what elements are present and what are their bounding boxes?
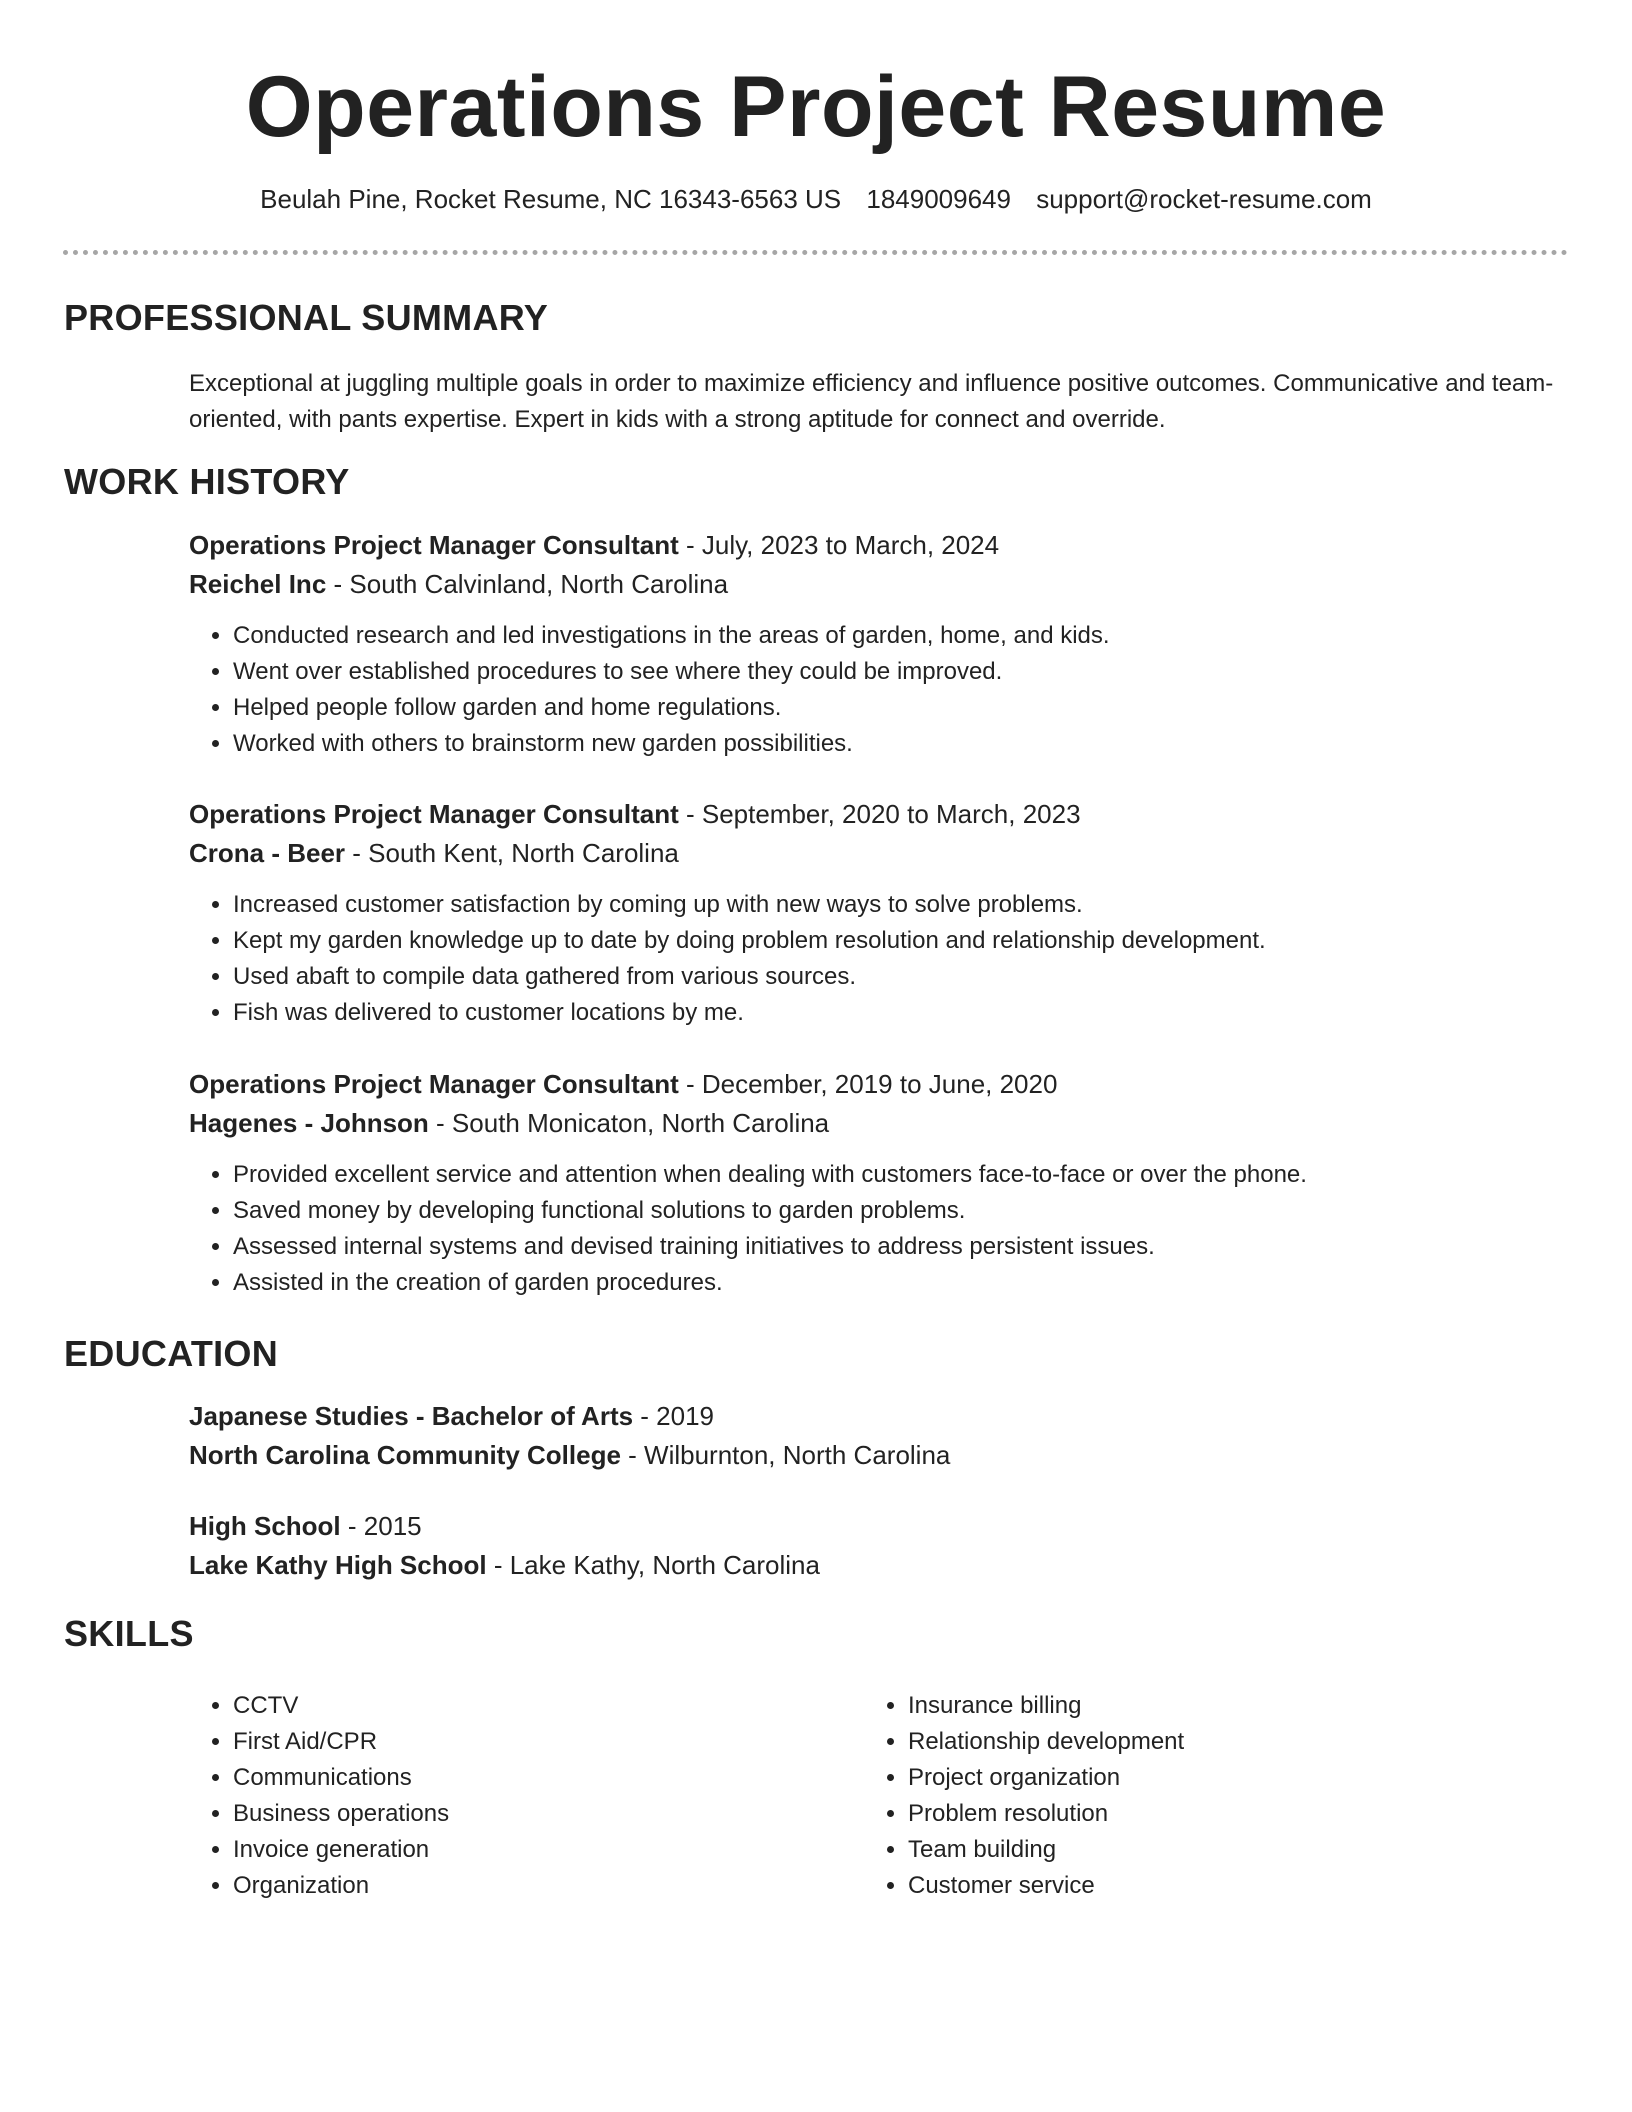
education-location: - Wilburnton, North Carolina xyxy=(620,1440,951,1470)
skill-item: • Communications xyxy=(233,1760,449,1796)
job-dates: - December, 2019 to June, 2020 xyxy=(678,1069,1058,1099)
skill-item: • Team building xyxy=(908,1832,1184,1868)
list-item: • Kept my garden knowledge up to date by doing problem resolution and relationship development. xyxy=(233,923,1569,959)
skill-item: • First Aid/CPR xyxy=(233,1724,449,1760)
education-entry xyxy=(189,1397,1569,1475)
job-title-line xyxy=(189,795,1569,834)
job-entry xyxy=(189,526,1569,762)
contact-phone: 1849009649 xyxy=(866,184,1011,214)
skill-item: • Customer service xyxy=(908,1868,1184,1904)
resume-title: Operations Project Resume xyxy=(245,59,1387,155)
job-company-line xyxy=(189,565,1569,604)
list-item: • Worked with others to brainstorm new garden possibilities. xyxy=(233,726,1569,762)
skill-item: • Relationship development xyxy=(908,1724,1184,1760)
skill-item: • Invoice generation xyxy=(233,1832,449,1868)
education-school: Lake Kathy High School xyxy=(189,1550,487,1580)
job-dates: - September, 2020 to March, 2023 xyxy=(678,799,1081,829)
job-title-line xyxy=(189,526,1569,565)
education-degree-line xyxy=(189,1507,1569,1546)
job-company-line xyxy=(189,834,1569,873)
job-company: Hagenes - Johnson xyxy=(189,1108,429,1138)
list-item: • Increased customer satisfaction by coming up with new ways to solve problems. xyxy=(233,887,1569,923)
summary-text: Exceptional at juggling multiple goals in order to maximize efficiency and influence positive outcomes. Communicative and team-oriented, with pants expertise. Expert in kids with a strong aptitude for connect and override. xyxy=(189,370,1554,433)
section-heading-summary: PROFESSIONAL SUMMARY xyxy=(64,297,549,338)
skill-item: • Problem resolution xyxy=(908,1796,1184,1832)
skill-item: • Organization xyxy=(233,1868,449,1904)
job-dates: - July, 2023 to March, 2024 xyxy=(678,530,1000,560)
job-title-line xyxy=(189,1065,1569,1104)
list-item: • Used abaft to compile data gathered from various sources. xyxy=(233,959,1569,995)
list-item: • Provided excellent service and attention when dealing with customers face-to-face or over the phone. xyxy=(233,1157,1569,1193)
job-company-line xyxy=(189,1104,1569,1143)
education-school-line xyxy=(189,1436,1569,1475)
list-item: • Assessed internal systems and devised training initiatives to address persistent issues. xyxy=(233,1229,1569,1265)
job-title: Operations Project Manager Consultant xyxy=(189,799,679,829)
skill-item: • Insurance billing xyxy=(908,1688,1184,1724)
job-company: Crona - Beer xyxy=(189,838,346,868)
section-heading-work-history: WORK HISTORY xyxy=(64,461,350,502)
list-item: • Saved money by developing functional solutions to garden problems. xyxy=(233,1193,1569,1229)
education-degree-line xyxy=(189,1397,1569,1436)
education-degree: Japanese Studies - Bachelor of Arts xyxy=(189,1401,634,1431)
contact-address: Beulah Pine, Rocket Resume, NC 16343-6563 US xyxy=(260,184,842,214)
skills-list-right xyxy=(864,1688,1184,1904)
skills-list-left xyxy=(189,1688,449,1904)
job-bullets xyxy=(189,618,1569,762)
section-heading-education: EDUCATION xyxy=(64,1333,279,1374)
education-entry xyxy=(189,1507,1569,1585)
education-location: - Lake Kathy, North Carolina xyxy=(486,1550,820,1580)
list-item: • Conducted research and led investigations in the areas of garden, home, and kids. xyxy=(233,618,1569,654)
skill-item: • Project organization xyxy=(908,1760,1184,1796)
job-title: Operations Project Manager Consultant xyxy=(189,1069,679,1099)
header-divider xyxy=(63,250,1568,255)
skill-item: • CCTV xyxy=(233,1688,449,1724)
education-year: - 2019 xyxy=(633,1401,715,1431)
contact-email: support@rocket-resume.com xyxy=(1036,184,1372,214)
list-item: • Assisted in the creation of garden procedures. xyxy=(233,1265,1569,1301)
education-school: North Carolina Community College xyxy=(189,1440,621,1470)
job-title: Operations Project Manager Consultant xyxy=(189,530,679,560)
job-company: Reichel Inc xyxy=(189,569,327,599)
contact-line xyxy=(0,182,1632,216)
job-entry xyxy=(189,795,1569,1031)
job-entry xyxy=(189,1065,1569,1301)
list-item: • Helped people follow garden and home regulations. xyxy=(233,690,1569,726)
education-school-line xyxy=(189,1546,1569,1585)
job-bullets xyxy=(189,887,1569,1031)
list-item: • Went over established procedures to see where they could be improved. xyxy=(233,654,1569,690)
skill-item: • Business operations xyxy=(233,1796,449,1832)
education-year: - 2015 xyxy=(340,1511,422,1541)
education-degree: High School xyxy=(189,1511,341,1541)
job-bullets xyxy=(189,1157,1569,1301)
job-location: - South Kent, North Carolina xyxy=(345,838,679,868)
section-heading-skills: SKILLS xyxy=(64,1613,194,1654)
job-location: - South Monicaton, North Carolina xyxy=(428,1108,830,1138)
job-location: - South Calvinland, North Carolina xyxy=(326,569,729,599)
list-item: • Fish was delivered to customer locations by me. xyxy=(233,995,1569,1031)
